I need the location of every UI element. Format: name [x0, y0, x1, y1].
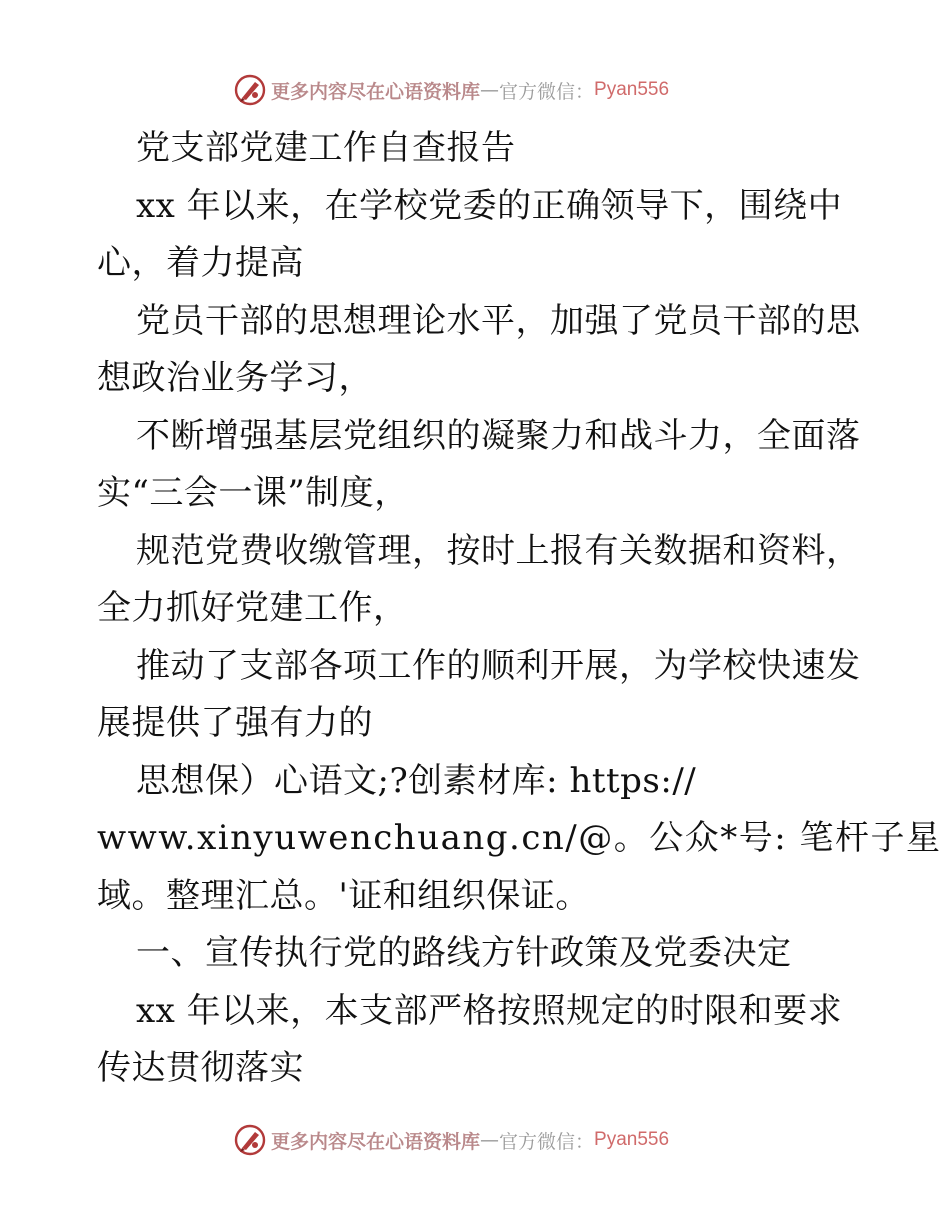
banner-brand-text: 更多内容尽在心语资料库 — [271, 1130, 481, 1153]
pen-seal-icon — [233, 73, 267, 107]
paragraph-line: 全力抓好党建工作， — [97, 588, 408, 628]
banner-official-label: 官方微信： — [499, 1130, 595, 1153]
banner-wechat-handle: Pyan556 — [594, 79, 670, 100]
paragraph-line: 党员干部的思想理论水平，加强了党员干部的思 — [136, 300, 861, 341]
paragraph-line: www.xinyuwenchuang.cn/@。公众*号: 笔杆子星 — [97, 818, 942, 858]
paragraph-line: 不断增强基层党组织的凝聚力和战斗力，全面落 — [136, 415, 861, 456]
paragraph-line: 心，着力提高 — [97, 243, 304, 283]
pen-seal-icon — [233, 1123, 267, 1157]
paragraph-line: xx 年以来，本支部严格按照规定的时限和要求 — [136, 990, 843, 1031]
banner-brand-text: 更多内容尽在心语资料库 — [271, 80, 481, 103]
banner-wechat-handle: Pyan556 — [594, 1129, 670, 1150]
paragraph-line: 推动了支部各项工作的顺利开展，为学校快速发 — [136, 645, 861, 686]
paragraph-line: 规范党费收缴管理，按时上报有关数据和资料， — [136, 530, 861, 571]
banner-official-label: 官方微信： — [499, 80, 595, 103]
section-heading: 一、宣传执行党的路线方针政策及党委决定 — [136, 933, 792, 973]
paragraph-line: 展提供了强有力的 — [97, 703, 373, 743]
footer-banner — [233, 1122, 669, 1158]
paragraph-line: 传达贯彻落实 — [97, 1048, 304, 1088]
paragraph-line: xx 年以来，在学校党委的正确领导下，围绕中 — [136, 185, 843, 226]
banner-dash: — — [480, 1129, 500, 1151]
paragraph-line: 思想保）心语文;?创素材库: https:// — [136, 760, 697, 801]
paragraph-line: 想政治业务学习， — [97, 358, 373, 398]
header-banner — [233, 72, 669, 108]
document-body — [97, 120, 942, 1098]
paragraph-line: 域。整理汇总。'证和组织保证。 — [97, 875, 590, 916]
banner-dash: — — [480, 79, 500, 101]
document-title: 党支部党建工作自查报告 — [136, 128, 516, 168]
paragraph-line: 实“三会一课”制度， — [97, 473, 409, 513]
